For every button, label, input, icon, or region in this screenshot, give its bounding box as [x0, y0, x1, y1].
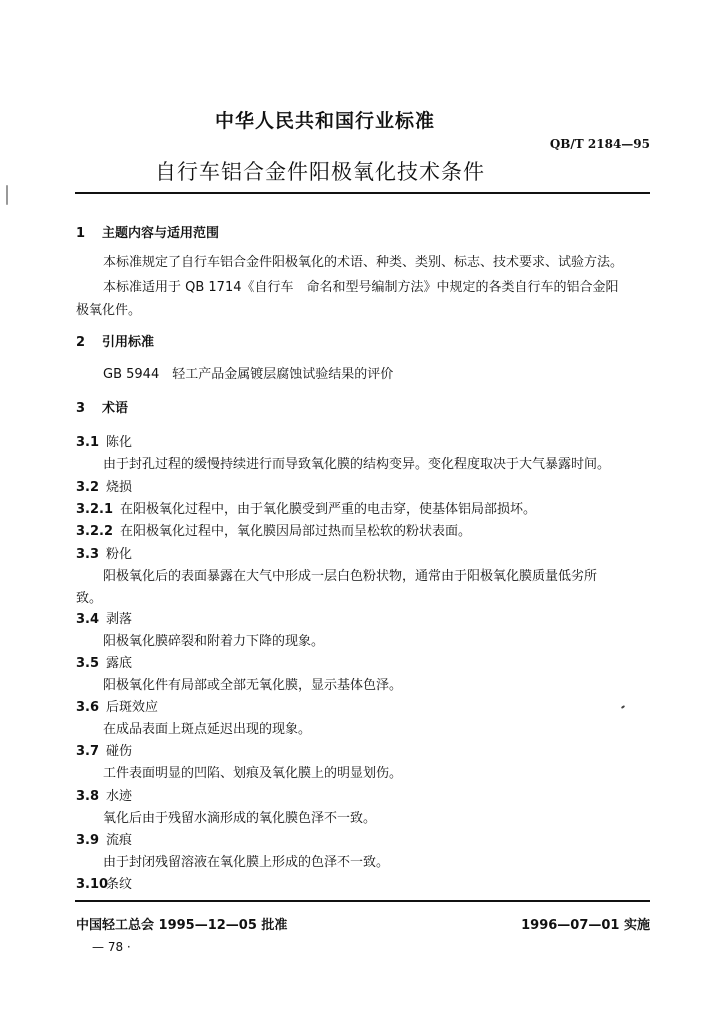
- section-1-paragraph-1: 本标准规定了自行车铝合金件阳极氧化的术语、种类、类别、标志、技术要求、试验方法。: [103, 255, 624, 270]
- term-3-8-definition: 氧化后由于残留水滴形成的氧化膜色泽不一致。: [103, 811, 377, 826]
- header-rule: [75, 192, 650, 194]
- approval-line: 中国轻工总会 1995—12—05 批准: [76, 918, 288, 933]
- section-3-heading: [76, 397, 128, 416]
- term-number: 3.2.1: [76, 502, 114, 517]
- section-number: 2: [76, 335, 86, 350]
- footer-rule: [75, 900, 650, 902]
- term-3-2: [76, 476, 132, 495]
- section-title: 术语: [102, 401, 129, 416]
- term-3-8: [76, 785, 132, 804]
- term-number: 3.6: [76, 700, 100, 715]
- term-3-9: [76, 829, 132, 848]
- term-3-2-1: [76, 498, 536, 517]
- term-3-4: [76, 608, 132, 627]
- page-number: — 78 ·: [92, 940, 131, 954]
- term-3-1: [76, 431, 132, 450]
- term-3-4-definition: 阳极氧化膜碎裂和附着力下降的现象。: [103, 634, 325, 649]
- term-number: 3.2: [76, 480, 100, 495]
- term-title: 剥落: [106, 612, 133, 627]
- term-title: 水迹: [106, 789, 133, 804]
- section-number: 3: [76, 401, 86, 416]
- term-number: 3.7: [76, 744, 100, 759]
- standard-code: QB/T 2184—95: [549, 137, 650, 151]
- section-title: 引用标准: [102, 335, 155, 350]
- section-1-heading: [76, 222, 219, 241]
- term-title: 粉化: [106, 547, 133, 562]
- section-title: 主题内容与适用范围: [102, 226, 220, 241]
- term-3-2-2: [76, 520, 471, 539]
- term-number: 3.2.2: [76, 524, 114, 539]
- term-3-7: [76, 740, 132, 759]
- scan-edge-mark: [6, 185, 8, 205]
- issuing-authority: 中华人民共和国行业标准: [214, 110, 435, 132]
- term-number: 3.8: [76, 789, 100, 804]
- term-3-10: [76, 873, 132, 892]
- term-title: 烧损: [106, 480, 133, 495]
- term-definition: 在阳极氧化过程中，由于氧化膜受到严重的电击穿，使基体铝局部损坏。: [120, 502, 537, 517]
- term-title: 露底: [106, 656, 133, 671]
- term-title: 条纹: [106, 877, 133, 892]
- term-3-6-definition: 在成品表面上斑点延迟出现的现象。: [103, 722, 312, 737]
- term-definition: 在阳极氧化过程中，氧化膜因局部过热而呈松软的粉状表面。: [120, 524, 472, 539]
- term-3-9-definition: 由于封闭残留溶液在氧化膜上形成的色泽不一致。: [103, 855, 390, 870]
- term-title: 后斑效应: [106, 700, 159, 715]
- term-title: 陈化: [106, 435, 133, 450]
- effective-date: 1996—07—01 实施: [521, 918, 650, 933]
- term-3-1-definition: 由于封孔过程的缓慢持续进行而导致氧化膜的结构变异。变化程度取决于大气暴露时间。: [103, 457, 611, 472]
- section-1-paragraph-2-cont: 极氧化件。: [76, 303, 142, 318]
- section-2-heading: [76, 331, 154, 350]
- term-3-3: [76, 543, 132, 562]
- term-number: 3.9: [76, 833, 100, 848]
- term-title: 流痕: [106, 833, 133, 848]
- term-3-7-definition: 工件表面明显的凹陷、划痕及氧化膜上的明显划伤。: [103, 766, 403, 781]
- section-number: 1: [76, 226, 86, 241]
- term-number: 3.5: [76, 656, 100, 671]
- term-number: 3.3: [76, 547, 100, 562]
- term-3-6: [76, 696, 158, 715]
- term-3-5-definition: 阳极氧化件有局部或全部无氧化膜，显示基体色泽。: [103, 678, 403, 693]
- term-number: 3.1: [76, 435, 100, 450]
- section-1-paragraph-2: 本标准适用于 QB 1714《自行车 命名和型号编制方法》中规定的各类自行车的铝合金阳: [103, 280, 619, 295]
- scan-speck: [621, 705, 625, 709]
- term-3-5: [76, 652, 132, 671]
- term-number: 3.10: [76, 877, 109, 892]
- term-number: 3.4: [76, 612, 100, 627]
- term-3-3-definition: 阳极氧化后的表面暴露在大气中形成一层白色粉状物，通常由于阳极氧化膜质量低劣所: [103, 569, 598, 584]
- document-title: 自行车铝合金件阳极氧化技术条件: [155, 160, 485, 184]
- term-3-3-definition-cont: 致。: [76, 591, 103, 606]
- term-title: 碰伤: [106, 744, 133, 759]
- reference-standard: GB 5944 轻工产品金属镀层腐蚀试验结果的评价: [103, 367, 394, 382]
